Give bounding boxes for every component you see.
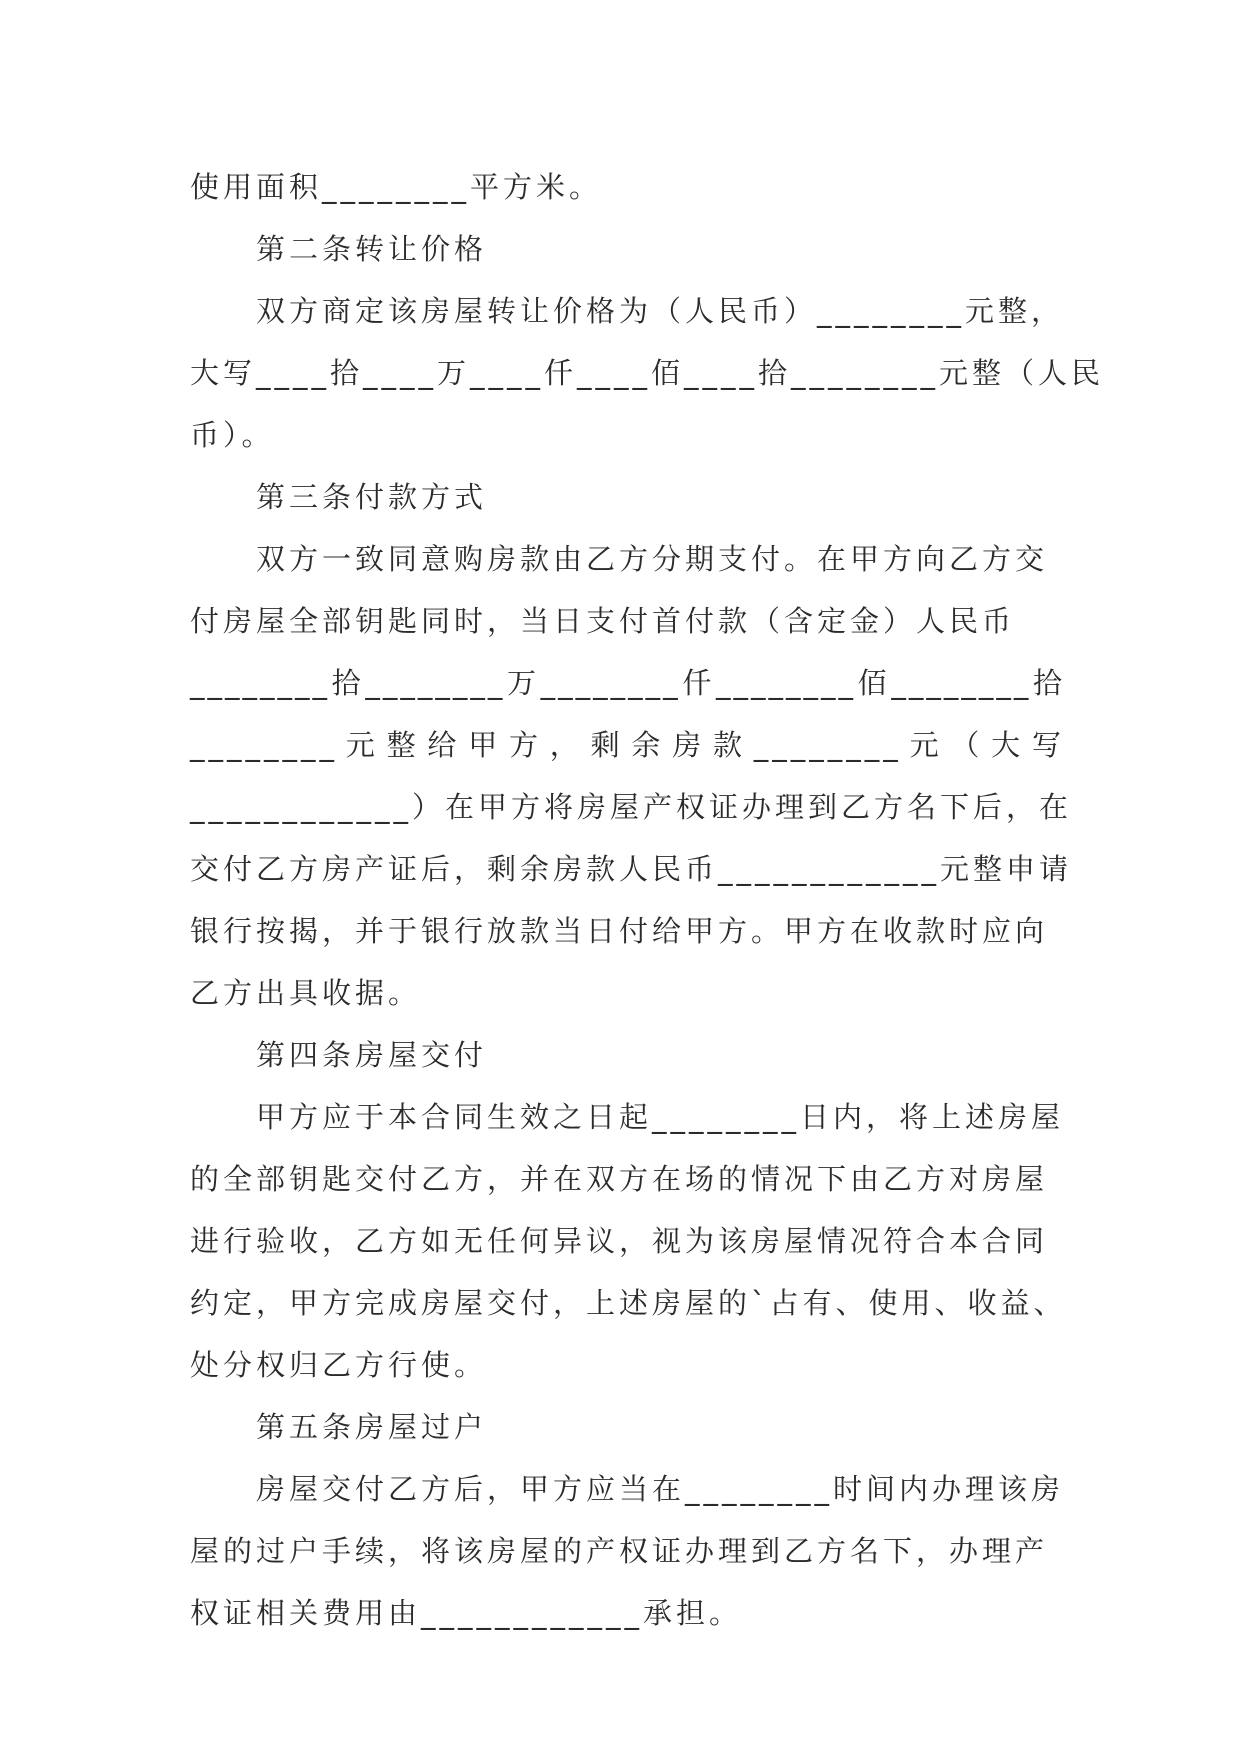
text-line: ____________）在甲方将房屋产权证办理到乙方名下后，在 — [190, 790, 1073, 824]
text-line: 付房屋全部钥匙同时，当日支付首付款（含定金）人民币 — [190, 604, 1016, 638]
text-line: 甲方应于本合同生效之日起________日内，将上述房屋 — [256, 1100, 1065, 1134]
text-line: 使用面积________平方米。 — [190, 170, 603, 204]
section-heading: 第三条付款方式 — [256, 480, 488, 514]
section-heading: 第四条房屋交付 — [256, 1038, 488, 1072]
section-heading: 第二条转让价格 — [256, 232, 488, 266]
text-line: ________元整给甲方，剩余房款________元（大写 — [190, 728, 1065, 762]
text-line: 的全部钥匙交付乙方，并在双方在场的情况下由乙方对房屋 — [190, 1162, 1049, 1196]
text-line: 乙方出具收据。 — [190, 976, 422, 1010]
text-line: 处分权归乙方行使。 — [190, 1348, 488, 1382]
text-line: 权证相关费用由____________承担。 — [190, 1596, 743, 1630]
text-line: 约定，甲方完成房屋交付，上述房屋的`占有、使用、收益、 — [190, 1286, 1067, 1320]
text-line: 币）。 — [190, 418, 275, 452]
text-line: 双方商定该房屋转让价格为（人民币）________元整， — [256, 294, 1065, 328]
section-heading: 第五条房屋过户 — [256, 1410, 488, 1444]
text-line: ________拾________万________仟________佰________拾 — [190, 666, 1065, 700]
text-line: 屋的过户手续，将该房屋的产权证办理到乙方名下，办理产 — [190, 1534, 1049, 1568]
text-line: 房屋交付乙方后，甲方应当在________时间内办理该房 — [256, 1472, 1065, 1506]
text-line: 进行验收，乙方如无任何异议，视为该房屋情况符合本合同 — [190, 1224, 1049, 1258]
text-line: 大写____拾____万____仟____佰____拾________元整（人民 — [190, 356, 1105, 390]
text-line: 交付乙方房产证后，剩余房款人民币____________元整申请 — [190, 852, 1073, 886]
text-line: 银行按揭，并于银行放款当日付给甲方。甲方在收款时应向 — [190, 914, 1049, 948]
text-line: 双方一致同意购房款由乙方分期支付。在甲方向乙方交 — [256, 542, 1049, 576]
contract-body — [190, 156, 1105, 1644]
